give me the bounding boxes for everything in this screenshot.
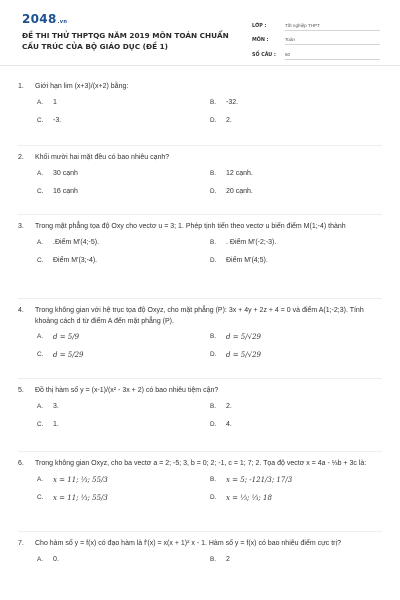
option-text: 0. bbox=[53, 555, 59, 563]
option-a[interactable] bbox=[37, 555, 210, 565]
option-label: C. bbox=[37, 256, 44, 264]
question-6-head bbox=[18, 459, 388, 470]
question-5 bbox=[18, 386, 388, 430]
question-2-head bbox=[18, 153, 388, 164]
option-text: Điểm M'(3;-4). bbox=[53, 256, 98, 264]
option-b[interactable] bbox=[210, 98, 383, 108]
option-text: -3. bbox=[53, 116, 62, 124]
option-label: D. bbox=[210, 187, 217, 195]
question-text: Trong mặt phẳng tọa độ Oxy cho vectơ u = 3; 1. Phép tịnh tiến theo vectơ u biến điểm M(1;-4) thành bbox=[35, 223, 346, 230]
option-label: A. bbox=[37, 475, 44, 483]
option-label: D. bbox=[210, 493, 217, 501]
option-text: -32. bbox=[226, 98, 239, 106]
question-text: Khối mười hai mặt đều có bao nhiêu cạnh? bbox=[35, 154, 170, 161]
option-label: B. bbox=[210, 555, 217, 563]
question-6-options bbox=[37, 475, 388, 503]
option-text: d = 5/29 bbox=[53, 351, 84, 359]
option-label: D. bbox=[210, 351, 217, 358]
option-a[interactable] bbox=[37, 98, 210, 108]
option-a[interactable] bbox=[37, 475, 210, 485]
option-text: 30 cạnh bbox=[53, 169, 78, 177]
option-text: x = 5; -121/3; 17/3 bbox=[226, 475, 293, 484]
option-text: 2. bbox=[226, 402, 232, 410]
option-text: 3. bbox=[53, 402, 59, 410]
option-b[interactable] bbox=[210, 555, 383, 565]
question-1-head bbox=[18, 82, 388, 93]
option-label: A. bbox=[37, 402, 44, 410]
question-number: 7. bbox=[18, 540, 24, 547]
question-text: Trong không gian với hệ trục tọa độ Oxyz, cho mặt phẳng (P): 3x + 4y + 2z + 4 = 0 và điểm A(1;-2;3). Tính khoảng cách d từ điểm A đến mặt phẳng (P). bbox=[35, 307, 364, 325]
question-number: 6. bbox=[18, 460, 24, 467]
question-4-options bbox=[37, 332, 388, 360]
question-2 bbox=[18, 153, 388, 197]
option-text: 1. bbox=[53, 420, 59, 428]
option-label: C. bbox=[37, 116, 44, 124]
option-d[interactable] bbox=[210, 350, 383, 360]
option-label: A. bbox=[37, 238, 44, 246]
option-label: A. bbox=[37, 169, 44, 177]
option-text: d = 5/√29 bbox=[226, 333, 261, 341]
option-label: C. bbox=[37, 187, 44, 195]
exam-meta bbox=[252, 16, 380, 60]
option-a[interactable] bbox=[37, 169, 210, 179]
question-6 bbox=[18, 459, 388, 503]
question-number: 2. bbox=[18, 154, 24, 161]
question-separator bbox=[18, 451, 382, 452]
option-label: C. bbox=[37, 420, 44, 428]
option-label: A. bbox=[37, 333, 44, 340]
option-text: 12 cạnh. bbox=[226, 169, 253, 177]
question-4 bbox=[18, 306, 388, 360]
option-b[interactable] bbox=[210, 332, 383, 342]
option-label: B. bbox=[210, 169, 217, 177]
site-logo[interactable] bbox=[22, 12, 67, 26]
question-7-head bbox=[18, 539, 388, 550]
question-5-head bbox=[18, 386, 388, 397]
meta-subject-key: MÔN : bbox=[252, 38, 269, 43]
option-b[interactable] bbox=[210, 475, 383, 485]
option-text: Điểm M'(4;5). bbox=[226, 256, 268, 264]
option-b[interactable] bbox=[210, 169, 383, 179]
question-3-head bbox=[18, 222, 388, 233]
option-text: 4. bbox=[226, 420, 232, 428]
option-d[interactable] bbox=[210, 187, 383, 197]
option-text: x = 11; ⅓; 55/3 bbox=[53, 493, 108, 502]
question-separator bbox=[18, 378, 382, 379]
option-text: 2. bbox=[226, 116, 232, 124]
meta-class-value: Tốt nghiệp THPT bbox=[285, 23, 380, 31]
option-c[interactable] bbox=[37, 256, 210, 266]
option-b[interactable] bbox=[210, 238, 383, 248]
option-text: x = ⅓; ⅓; 18 bbox=[226, 493, 272, 502]
header-divider bbox=[0, 65, 400, 66]
option-text: .Điểm M'(4;-5). bbox=[53, 238, 100, 246]
option-label: A. bbox=[37, 555, 44, 563]
option-d[interactable] bbox=[210, 493, 383, 503]
question-number: 1. bbox=[18, 83, 24, 90]
option-text: 2 bbox=[226, 555, 230, 563]
question-3-options bbox=[37, 238, 388, 266]
logo-text: 2048 bbox=[22, 12, 57, 26]
question-number: 3. bbox=[18, 223, 24, 230]
option-label: D. bbox=[210, 116, 217, 124]
question-text: Trong không gian Oxyz, cho ba vectơ a = 2; -5; 3, b = 0; 2; -1, c = 1; 7; 2. Tọa độ vectơ x = 4a - ⅓b + 3c là: bbox=[35, 460, 367, 467]
question-5-options bbox=[37, 402, 388, 430]
question-1-options bbox=[37, 98, 388, 126]
question-number: 5. bbox=[18, 387, 24, 394]
option-text: d = 5/√29 bbox=[226, 351, 261, 359]
question-3 bbox=[18, 222, 388, 266]
option-label: B. bbox=[210, 402, 217, 410]
logo-suffix: .vn bbox=[57, 19, 68, 25]
question-7 bbox=[18, 539, 388, 565]
option-label: B. bbox=[210, 98, 217, 106]
meta-count-value: 50 bbox=[285, 52, 380, 60]
option-label: D. bbox=[210, 256, 217, 264]
question-separator bbox=[18, 298, 382, 299]
question-text: Giới hạn lim (x+3)/(x+2) bằng: bbox=[35, 83, 129, 90]
meta-count-row bbox=[252, 45, 380, 60]
option-text: 20 cạnh. bbox=[226, 187, 253, 195]
option-text: x = 11; ⅓; 55/3 bbox=[53, 475, 108, 484]
option-a[interactable] bbox=[37, 332, 210, 342]
option-label: B. bbox=[210, 238, 217, 246]
meta-class-row bbox=[252, 16, 380, 31]
question-1 bbox=[18, 82, 388, 126]
meta-class-key: LỚP : bbox=[252, 23, 267, 29]
question-4-head bbox=[18, 306, 388, 327]
option-c[interactable] bbox=[37, 493, 210, 503]
question-text: Cho hàm số y = f(x) có đạo hàm là f'(x) = x(x + 1)² x - 1. Hàm số y = f(x) có bao nhiêu điểm cực trị? bbox=[35, 540, 341, 547]
option-a[interactable] bbox=[37, 238, 210, 248]
option-c[interactable] bbox=[37, 420, 210, 430]
option-label: C. bbox=[37, 351, 44, 358]
option-label: C. bbox=[37, 493, 44, 501]
option-label: D. bbox=[210, 420, 217, 428]
question-separator bbox=[18, 531, 382, 532]
option-label: A. bbox=[37, 98, 44, 106]
option-a[interactable] bbox=[37, 402, 210, 412]
option-d[interactable] bbox=[210, 256, 383, 266]
option-label: B. bbox=[210, 475, 217, 483]
option-text: 1 bbox=[53, 98, 57, 106]
question-separator bbox=[18, 214, 382, 215]
question-2-options bbox=[37, 169, 388, 197]
meta-subject-value: Toán bbox=[285, 37, 380, 45]
option-d[interactable] bbox=[210, 420, 383, 430]
option-text: 16 cạnh bbox=[53, 187, 78, 195]
exam-title: ĐỀ THI THỬ THPTQG NĂM 2019 MÔN TOÁN CHUẨN CẤU TRÚC CỦA BỘ GIÁO DỤC (ĐỀ 1) bbox=[22, 31, 229, 51]
question-text: Đồ thị hàm số y = (x-1)/(x² - 3x + 2) có bao nhiêu tiệm cận? bbox=[35, 387, 219, 394]
option-c[interactable] bbox=[37, 187, 210, 197]
meta-subject-row bbox=[252, 31, 380, 46]
option-d[interactable] bbox=[210, 116, 383, 126]
option-label: B. bbox=[210, 333, 217, 340]
question-7-options bbox=[37, 555, 388, 565]
question-separator bbox=[18, 145, 382, 146]
option-b[interactable] bbox=[210, 402, 383, 412]
meta-count-key: SỐ CÂU : bbox=[252, 52, 276, 58]
question-number: 4. bbox=[18, 307, 24, 314]
option-c[interactable] bbox=[37, 116, 210, 126]
option-text: d = 5/9 bbox=[53, 333, 80, 341]
option-text: . Điểm M'(-2;-3). bbox=[226, 238, 277, 246]
option-c[interactable] bbox=[37, 350, 210, 360]
